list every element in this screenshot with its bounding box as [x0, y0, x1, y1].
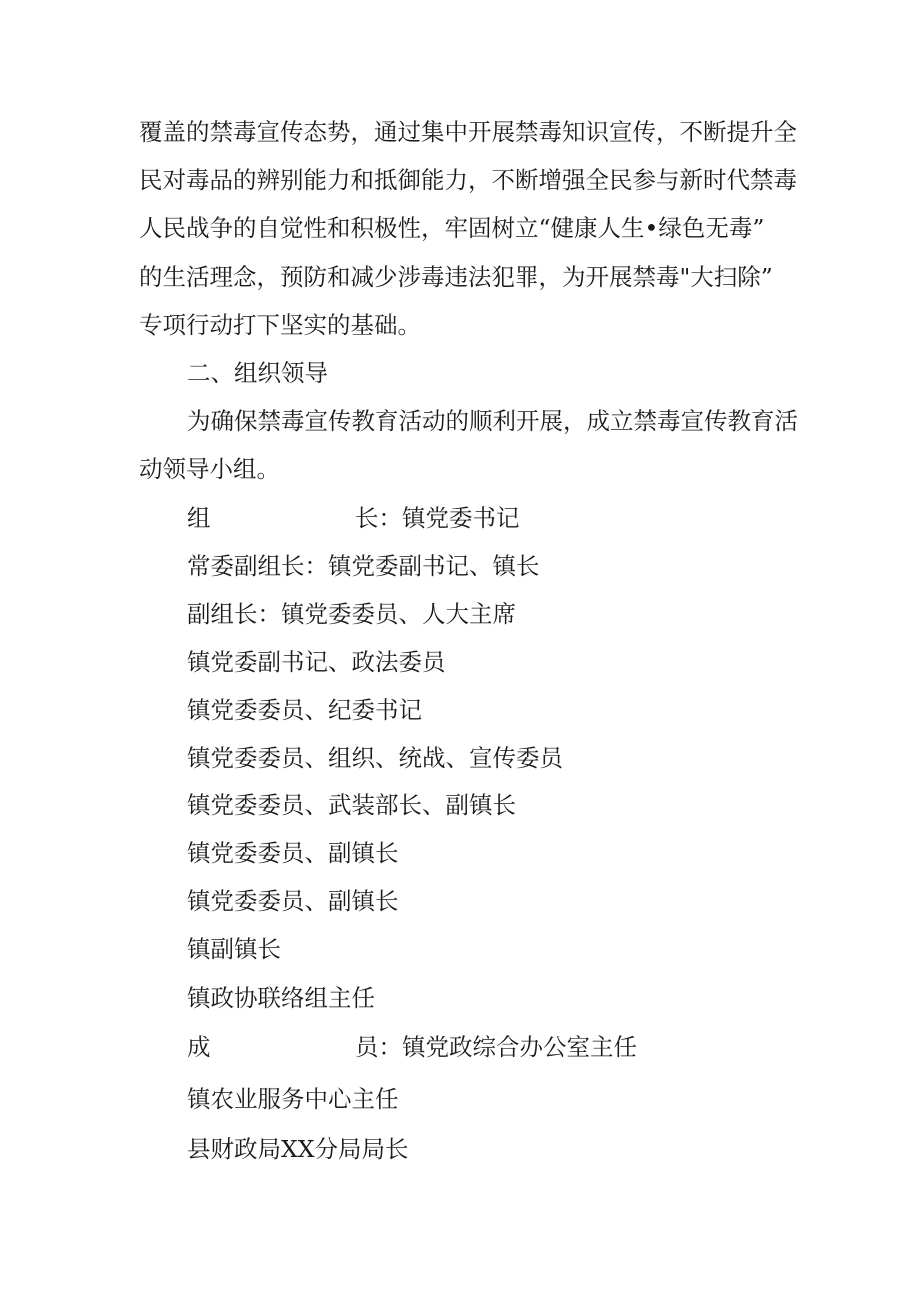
paragraph-line: 为确保禁毒宣传教育活动的顺利开展，成立禁毒宣传教育活: [187, 407, 798, 435]
deputy-leader-line: 镇党委委员、组织、统战、宣传委员: [187, 744, 563, 772]
paragraph-line: 覆盖的禁毒宣传态势，通过集中开展禁毒知识宣传，不断提升全: [139, 118, 797, 146]
paragraph-line: 专项行动打下坚实的基础。: [139, 311, 421, 339]
deputy-leader-line: 副组长：镇党委委员、人大主席: [187, 600, 516, 628]
deputy-leader-line: 镇党委委员、副镇长: [187, 887, 399, 915]
deputy-leader-line: 镇党委委员、副镇长: [187, 839, 399, 867]
paragraph-line: 的生活理念，预防和减少涉毒违法犯罪，为开展禁毒"大扫除”: [139, 263, 773, 291]
member-line: 县财政局XX分局局长: [187, 1135, 409, 1163]
members-label-end: 员：镇党政综合办公室主任: [355, 1033, 637, 1061]
leader-label-end: 长：镇党委书记: [355, 504, 520, 532]
deputy-leader-line: 镇党委副书记、政法委员: [187, 648, 446, 676]
deputy-leader-line: 镇副镇长: [187, 935, 281, 963]
executive-deputy-line: 常委副组长：镇党委副书记、镇长: [187, 552, 540, 580]
paragraph-line: 人民战争的自觉性和积极性，牢固树立“健康人生•绿色无毒”: [139, 214, 765, 242]
members-line: [187, 1032, 637, 1062]
member-line: 镇农业服务中心主任: [187, 1085, 399, 1113]
members-label-start: 成: [187, 1033, 211, 1061]
section-heading: 二、组织领导: [187, 359, 328, 387]
paragraph-line: 动领导小组。: [139, 455, 280, 483]
leader-line: [187, 503, 520, 533]
leader-label-start: 组: [187, 504, 211, 532]
deputy-leader-line: 镇政协联络组主任: [187, 984, 375, 1012]
deputy-leader-line: 镇党委委员、武装部长、副镇长: [187, 791, 516, 819]
deputy-leader-line: 镇党委委员、纪委书记: [187, 696, 422, 724]
paragraph-line: 民对毒品的辨别能力和抵御能力，不断增强全民参与新时代禁毒: [139, 166, 797, 194]
